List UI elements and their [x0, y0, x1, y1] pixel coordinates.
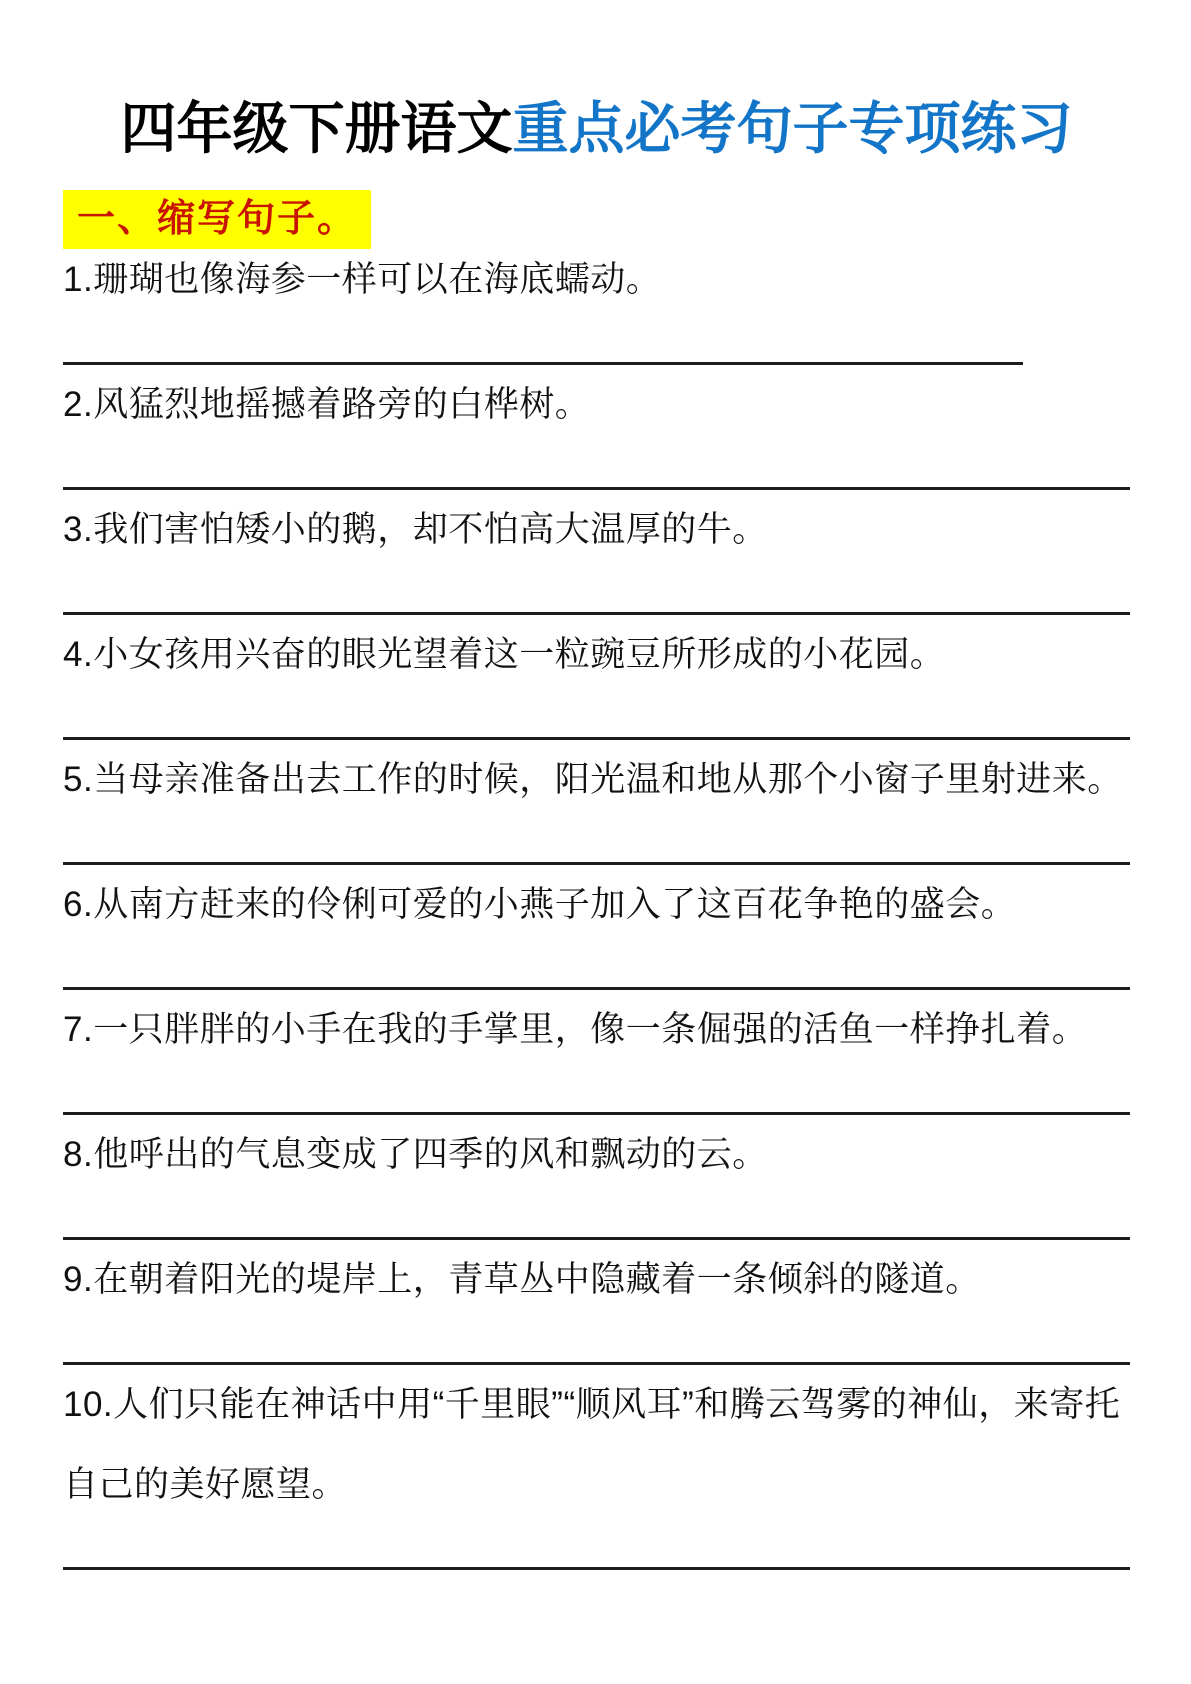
question-block [63, 990, 1130, 1115]
question-sentence: 6.从南方赶来的伶俐可爱的小燕子加入了这百花争艳的盛会。 [63, 885, 1017, 925]
question-sentence: 8.他呼出的气息变成了四季的风和飘动的云。 [63, 1135, 768, 1175]
question-sentence: 5.当母亲准备出去工作的时候，阳光温和地从那个小窗子里射进来。 [63, 760, 1123, 800]
title-grade-segment: 四年级下册语文 [120, 97, 513, 160]
question-block [63, 865, 1130, 990]
answer-line [63, 1567, 1130, 1570]
question-sentence: 2.风猛烈地摇撼着路旁的白桦树。 [63, 385, 591, 425]
section-header: 一、缩写句子。 [63, 190, 371, 249]
question-sentence: 1.珊瑚也像海参一样可以在海底蠕动。 [63, 260, 662, 300]
question-sentence: 4.小女孩用兴奋的眼光望着这一粒豌豆所形成的小花园。 [63, 635, 946, 675]
question-block [63, 1240, 1130, 1365]
question-block [63, 490, 1130, 615]
question-sentence: 3.我们害怕矮小的鹅，却不怕高大温厚的牛。 [63, 510, 768, 550]
question-list [63, 240, 1130, 1570]
question-block [63, 740, 1130, 865]
question-block [63, 365, 1130, 490]
question-block [63, 1115, 1130, 1240]
question-block [63, 240, 1130, 365]
question-sentence: 7.一只胖胖的小手在我的手掌里，像一条倔强的活鱼一样挣扎着。 [63, 1010, 1088, 1050]
question-sentence: 9.在朝着阳光的堤岸上，青草丛中隐藏着一条倾斜的隧道。 [63, 1260, 981, 1300]
question-block [63, 1365, 1130, 1570]
question-block [63, 615, 1130, 740]
question-sentence: 10.人们只能在神话中用“千里眼”“顺风耳”和腾云驾雾的神仙，来寄托自己的美好愿望。 [63, 1385, 1121, 1505]
title-topic-segment: 重点必考句子专项练习 [512, 97, 1073, 160]
page-title [63, 95, 1130, 163]
